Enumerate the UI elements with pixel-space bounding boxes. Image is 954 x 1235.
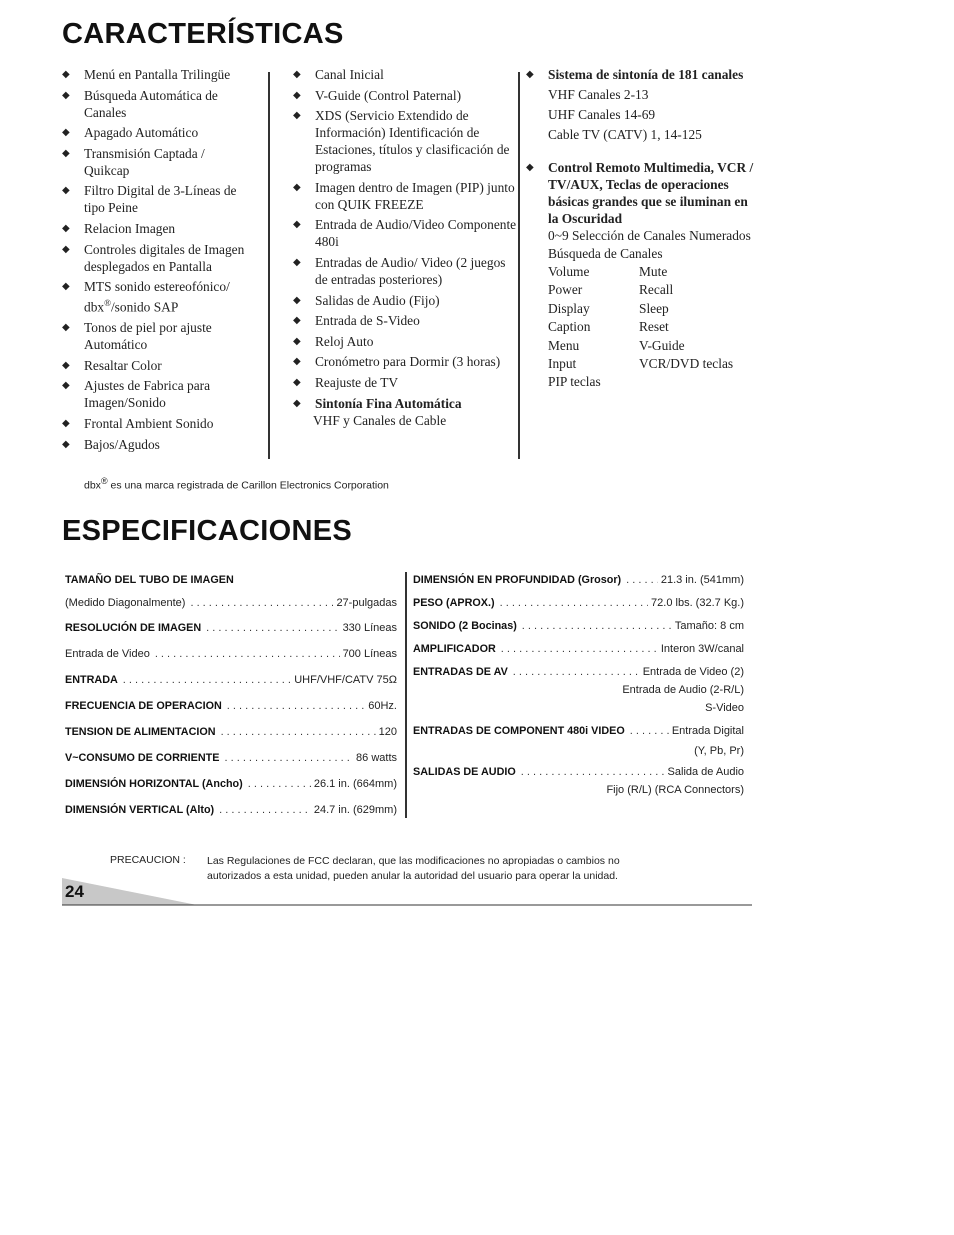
diamond-bullet-icon: ◆ <box>526 69 534 80</box>
spec-continuation: (Y, Pb, Pr) <box>694 745 744 757</box>
spec-row: TAMAÑO DEL TUBO DE IMAGEN <box>65 574 234 586</box>
diamond-bullet-icon: ◆ <box>293 256 301 268</box>
column-divider <box>518 72 520 459</box>
list-item: ◆ Entrada de S-Video <box>293 313 420 329</box>
remote-title: Control Remoto Multimedia, VCR / TV/AUX, Teclas de operaciones básicas grandes que se iluminan en la Oscuridad <box>548 160 754 226</box>
remote-key-pair: Caption Reset <box>548 319 669 335</box>
diamond-bullet-icon: ◆ <box>293 356 301 368</box>
spec-row: Entrada de Video . . . 700 Líneas <box>65 647 397 662</box>
list-item: ◆ Imagen dentro de Imagen (PIP) junto con QUIK FREEZE <box>293 179 515 212</box>
diamond-bullet-icon: ◆ <box>62 147 70 159</box>
list-item: ◆ Frontal Ambient Sonido <box>62 416 214 431</box>
diamond-bullet-icon: ◆ <box>62 222 70 234</box>
list-item: ◆ Controles digitales de Imagen desplegados en Pantalla <box>62 241 245 274</box>
list-item: ◆ Ajustes de Fabrica para Imagen/Sonido <box>62 378 211 411</box>
list-item: ◆ Filtro Digital de 3-Líneas de tipo Peine <box>62 183 237 216</box>
remote-key-pair: Volume Mute <box>548 264 668 279</box>
trademark-note: dbx® es una marca registrada de Carillon Electronics Corporation <box>84 476 389 492</box>
spec-continuation: S-Video <box>705 702 744 714</box>
spec-row: SONIDO (2 Bocinas) . . . Tamaño: 8 cm <box>413 619 744 634</box>
specs-left-column <box>65 573 397 818</box>
spec-row: DIMENSIÓN EN PROFUNDIDAD (Grosor) . . . 21.3 in. (541mm) <box>413 573 744 588</box>
spec-row: ENTRADAS DE COMPONENT 480i VIDEO . . . Entrada Digital <box>413 724 744 739</box>
diamond-bullet-icon: ◆ <box>293 219 301 231</box>
tuning-system-block <box>526 66 756 145</box>
remote-line: 0~9 Selección de Canales Numerados <box>548 228 751 243</box>
diamond-bullet-icon: ◆ <box>62 185 70 197</box>
tuning-system-title: Sistema de sintonía de 181 canales <box>548 67 744 82</box>
spec-row: ENTRADAS DE AV . . . Entrada de Video (2) <box>413 665 744 680</box>
spec-row: FRECUENCIA DE OPERACION . . . 60Hz. <box>65 699 397 714</box>
system-line: Cable TV (CATV) 1, 14-125 <box>548 127 702 142</box>
diamond-bullet-icon: ◆ <box>293 294 301 306</box>
diamond-bullet-icon: ◆ <box>62 127 70 139</box>
remote-line: PIP teclas <box>548 374 601 390</box>
diamond-bullet-icon: ◆ <box>293 397 301 409</box>
list-item: ◆ Resaltar Color <box>62 357 162 373</box>
diamond-bullet-icon: ◆ <box>293 335 301 347</box>
tuning-title: Sintonía Fina Automática <box>315 395 462 411</box>
remote-key-pair: Menu V-Guide <box>548 337 685 353</box>
diamond-bullet-icon: ◆ <box>62 89 70 101</box>
spec-row: SALIDAS DE AUDIO . . . Salida de Audio <box>413 765 744 780</box>
list-item: ◆ XDS (Servicio Extendido de Información) Identificación de Estaciones, títulos y clasificación de programas <box>293 108 510 175</box>
features-column-1 <box>62 66 252 456</box>
list-item: ◆ Cronómetro para Dormir (3 horas) <box>293 354 501 370</box>
list-item: ◆ Reajuste de TV <box>293 374 399 390</box>
list-item: ◆ Búsqueda Automática de Canales <box>62 87 218 120</box>
list-item: ◆ Menú en Pantalla Trilingüe <box>62 67 231 82</box>
remote-key-pair: Power Recall <box>548 282 674 298</box>
specs-right-column <box>413 573 744 798</box>
page-number: 24 <box>65 882 84 901</box>
diamond-bullet-icon: ◆ <box>293 376 301 388</box>
diamond-bullet-icon: ◆ <box>62 380 70 392</box>
list-item: ◆ Entrada de Audio/Video Componente 480i <box>293 217 517 250</box>
remote-block <box>526 159 756 392</box>
diamond-bullet-icon: ◆ <box>293 69 301 80</box>
diamond-bullet-icon: ◆ <box>293 315 301 327</box>
list-item: ◆ Apagado Automático <box>62 125 199 141</box>
spec-row: DIMENSIÓN VERTICAL (Alto) . . . 24.7 in. (629mm) <box>65 803 397 818</box>
tuning-block <box>293 395 518 412</box>
specs-heading: ESPECIFICACIONES <box>62 515 353 547</box>
diamond-bullet-icon: ◆ <box>62 69 70 80</box>
features-column-2 <box>293 66 518 429</box>
list-item: ◆ Bajos/Agudos <box>62 436 160 452</box>
diamond-bullet-icon: ◆ <box>526 162 534 173</box>
features-column-3 <box>526 66 756 392</box>
spec-row: V~CONSUMO DE CORRIENTE . . . 86 watts <box>65 751 397 766</box>
list-item: ◆ Relacion Imagen <box>62 220 176 236</box>
list-item: ◆ Canal Inicial <box>293 67 384 82</box>
features-heading: CARACTERÍSTICAS <box>62 18 344 50</box>
diamond-bullet-icon: ◆ <box>62 281 70 293</box>
caution-text: Las Regulaciones de FCC declaran, que las modificaciones no apropiadas o cambios no autorizados a esta unidad, pueden anular la autoridad del usuario para operar la unidad. <box>207 855 620 882</box>
list-item: ◆ Tonos de piel por ajuste Automático <box>62 320 212 353</box>
spec-continuation: Entrada de Audio (2-R/L) <box>622 684 744 696</box>
page-number-tab <box>62 878 752 906</box>
list-item: ◆ Transmisión Captada / Quikcap <box>62 145 205 178</box>
column-divider <box>405 572 407 818</box>
system-line: VHF Canales 2-13 <box>548 87 649 102</box>
remote-key-pair: Display Sleep <box>548 300 669 316</box>
list-item: ◆ Entradas de Audio/ Video (2 juegos de entradas posteriores) <box>293 254 506 287</box>
list-item: ◆ Salidas de Audio (Fijo) <box>293 292 440 308</box>
remote-line: Búsqueda de Canales <box>548 246 663 261</box>
diamond-bullet-icon: ◆ <box>62 359 70 371</box>
diamond-bullet-icon: ◆ <box>293 110 301 122</box>
system-line: UHF Canales 14-69 <box>548 107 656 122</box>
diamond-bullet-icon: ◆ <box>293 181 301 193</box>
diamond-bullet-icon: ◆ <box>62 322 70 334</box>
diamond-bullet-icon: ◆ <box>293 89 301 101</box>
diamond-bullet-icon: ◆ <box>62 418 70 429</box>
spec-row: PESO (APROX.) . . . 72.0 lbs. (32.7 Kg.) <box>413 596 744 611</box>
spec-row: DIMENSIÓN HORIZONTAL (Ancho) . . . 26.1 in. (664mm) <box>65 777 397 792</box>
spec-row: AMPLIFICADOR . . . Interon 3W/canal <box>413 642 744 657</box>
list-item: ◆ Reloj Auto <box>293 333 374 349</box>
spec-row: ENTRADA . . . UHF/VHF/CATV 75Ω <box>65 673 397 688</box>
spec-row: (Medido Diagonalmente) . . . 27-pulgadas <box>65 596 397 611</box>
diamond-bullet-icon: ◆ <box>62 438 70 450</box>
spec-continuation: Fijo (R/L) (RCA Connectors) <box>606 784 744 796</box>
caution-label: PRECAUCION : <box>110 854 186 866</box>
column-divider <box>268 72 270 459</box>
spec-row: RESOLUCIÓN DE IMAGEN . . . 330 Líneas <box>65 621 397 636</box>
spec-row: TENSION DE ALIMENTACION . . . 120 <box>65 725 397 740</box>
list-item: ◆ V-Guide (Control Paternal) <box>293 87 462 103</box>
tuning-subtitle: VHF y Canales de Cable <box>313 412 447 428</box>
diamond-bullet-icon: ◆ <box>62 243 70 255</box>
list-item-mts: ◆ MTS sonido estereofónico/ dbx®/sonido SAP <box>62 279 230 315</box>
remote-key-pair: Input VCR/DVD teclas <box>548 356 734 372</box>
